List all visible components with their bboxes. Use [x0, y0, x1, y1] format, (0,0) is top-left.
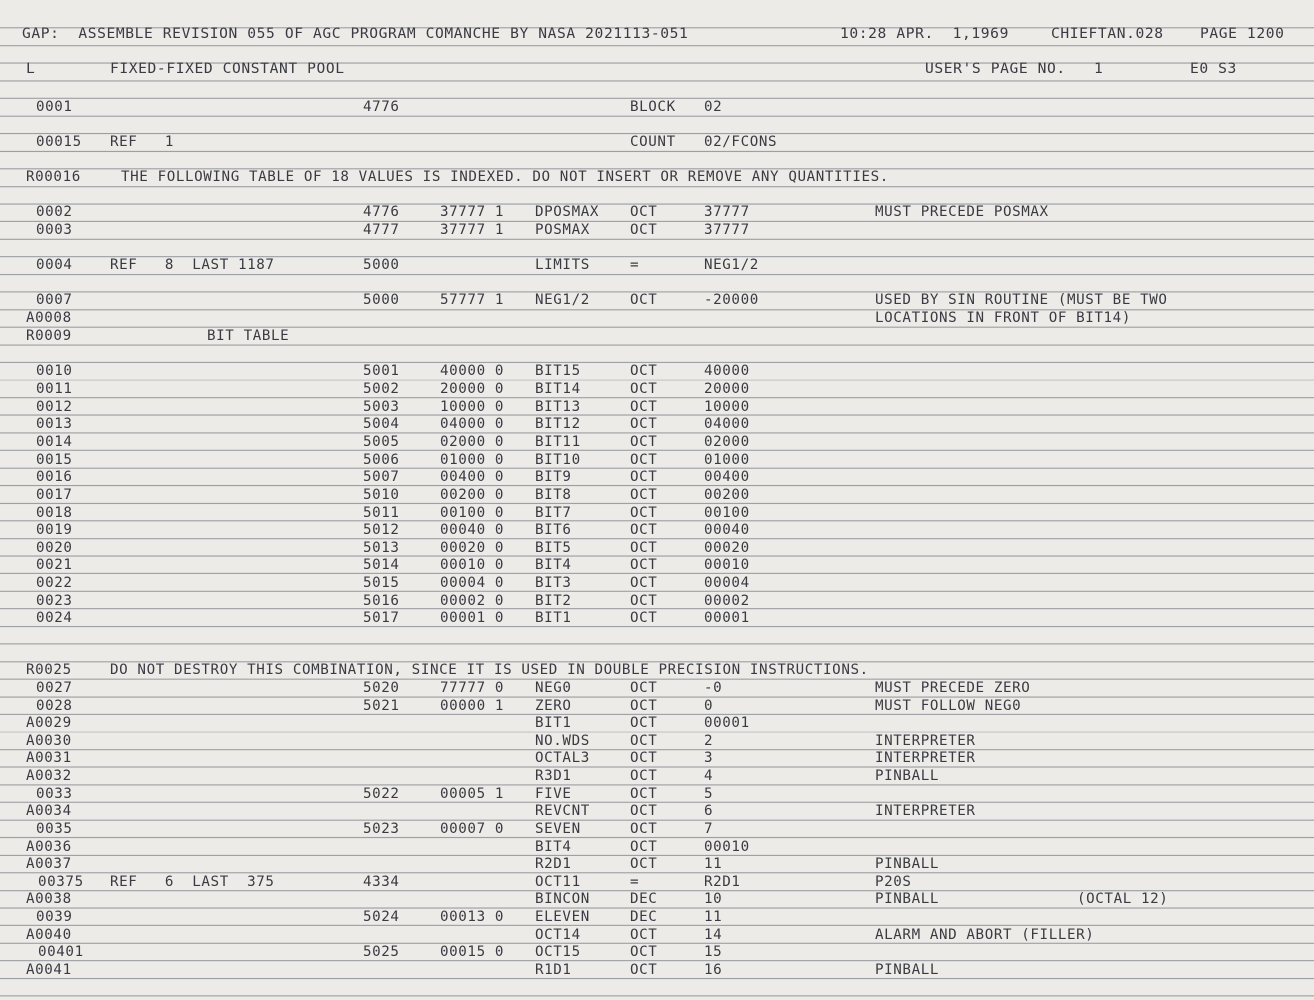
octal-value: 57777 1 — [440, 292, 504, 308]
opcode: OCT — [630, 399, 658, 415]
line-number: 0014 — [36, 434, 73, 450]
location: 5003 — [363, 399, 400, 415]
line-number: 0016 — [36, 469, 73, 485]
comment: INTERPRETER — [875, 803, 976, 819]
symbol-label: BIT1 — [535, 715, 572, 731]
octal-value: 00001 0 — [440, 610, 504, 626]
opcode: OCT — [630, 944, 658, 960]
symbol-label: NO.WDS — [535, 733, 590, 749]
operand: 00020 — [704, 540, 750, 556]
line-number: 0028 — [36, 698, 73, 714]
listing-row — [0, 168, 1314, 186]
line-number: A0038 — [26, 891, 72, 907]
symbol-label: SEVEN — [535, 821, 581, 837]
listing-row — [0, 521, 1314, 539]
line-number: 0013 — [36, 416, 73, 432]
comment: PINBALL — [875, 856, 939, 872]
location: 5022 — [363, 786, 400, 802]
comment: MUST PRECEDE POSMAX — [875, 204, 1049, 220]
comment: MUST FOLLOW NEG0 — [875, 698, 1022, 714]
line-number: 0033 — [36, 786, 73, 802]
octal-value: 00100 0 — [440, 505, 504, 521]
opcode: OCT — [630, 839, 658, 855]
line-number: 0007 — [36, 292, 73, 308]
symbol-label: BIT10 — [535, 452, 581, 468]
location: 4776 — [363, 99, 400, 115]
symbol-label: BIT4 — [535, 839, 572, 855]
listing-row — [0, 574, 1314, 592]
line-number: A0029 — [26, 715, 72, 731]
comment: PINBALL — [875, 962, 939, 978]
octal-value: 00015 0 — [440, 944, 504, 960]
symbol-label: BIT2 — [535, 593, 572, 609]
listing-row — [0, 362, 1314, 380]
listing-row — [0, 855, 1314, 873]
listing-row — [0, 785, 1314, 803]
line-number: A0032 — [26, 768, 72, 784]
listing-row — [0, 256, 1314, 274]
opcode: OCT — [630, 768, 658, 784]
operand: 02000 — [704, 434, 750, 450]
symbol-label: BIT4 — [535, 557, 572, 573]
listing-row — [0, 398, 1314, 416]
line-number: A0037 — [26, 856, 72, 872]
operand: 00040 — [704, 522, 750, 538]
listing-row — [0, 908, 1314, 926]
line-number: 0027 — [36, 680, 73, 696]
operand: 00004 — [704, 575, 750, 591]
octal-value: 02000 0 — [440, 434, 504, 450]
opcode: COUNT — [630, 134, 676, 150]
opcode: OCT — [630, 786, 658, 802]
operand: 10 — [704, 891, 723, 907]
listing-row — [0, 504, 1314, 522]
line-number: 0001 — [36, 99, 73, 115]
octal-value: 40000 0 — [440, 363, 504, 379]
location: 5001 — [363, 363, 400, 379]
header-time: 10:28 APR. 1,1969 — [840, 25, 1009, 42]
operand: 40000 — [704, 363, 750, 379]
location: 5007 — [363, 469, 400, 485]
octal-value: 10000 0 — [440, 399, 504, 415]
operand: 16 — [704, 962, 723, 978]
comment: INTERPRETER — [875, 733, 976, 749]
operand: 02 — [704, 99, 723, 115]
operand: -0 — [704, 680, 723, 696]
symbol-label: R1D1 — [535, 962, 572, 978]
subheader-title: FIXED-FIXED CONSTANT POOL — [110, 60, 345, 77]
symbol-label: BIT3 — [535, 575, 572, 591]
octal-value: 00020 0 — [440, 540, 504, 556]
opcode: DEC — [630, 909, 658, 925]
opcode: OCT — [630, 381, 658, 397]
operand: 37777 — [704, 204, 750, 220]
listing-row — [0, 838, 1314, 856]
listing-row — [0, 592, 1314, 610]
opcode: OCT — [630, 557, 658, 573]
operand: NEG1/2 — [704, 257, 759, 273]
line-number: A0031 — [26, 750, 72, 766]
line-number: 0019 — [36, 522, 73, 538]
symbol-label: BIT1 — [535, 610, 572, 626]
symbol-label: NEG1/2 — [535, 292, 590, 308]
symbol-label: DPOSMAX — [535, 204, 599, 220]
operand: 00001 — [704, 715, 750, 731]
symbol-label: BIT5 — [535, 540, 572, 556]
symbol-label: ELEVEN — [535, 909, 590, 925]
line-number: A0040 — [26, 927, 72, 943]
listing-row — [0, 291, 1314, 309]
line-number: 0039 — [36, 909, 73, 925]
listing-row — [0, 890, 1314, 908]
opcode: OCT — [630, 733, 658, 749]
location: 5012 — [363, 522, 400, 538]
location: 4777 — [363, 222, 400, 238]
line-number: 0017 — [36, 487, 73, 503]
opcode: BLOCK — [630, 99, 676, 115]
location: 5024 — [363, 909, 400, 925]
symbol-label: BIT14 — [535, 381, 581, 397]
symbol-label: BIT8 — [535, 487, 572, 503]
location: 5021 — [363, 698, 400, 714]
listing-row — [0, 873, 1314, 891]
listing-row — [0, 802, 1314, 820]
octal-value: 00400 0 — [440, 469, 504, 485]
location: 5004 — [363, 416, 400, 432]
listing-row — [0, 486, 1314, 504]
listing-row — [0, 697, 1314, 715]
opcode: OCT — [630, 434, 658, 450]
operand: 2 — [704, 733, 714, 749]
opcode: OCT — [630, 363, 658, 379]
line-number: A0034 — [26, 803, 72, 819]
opcode: OCT — [630, 416, 658, 432]
line-number: A0036 — [26, 839, 72, 855]
listing-row — [0, 539, 1314, 557]
listing-row — [0, 926, 1314, 944]
line-number: 00401 — [38, 944, 84, 960]
listing-row — [0, 309, 1314, 327]
symbol-label: R3D1 — [535, 768, 572, 784]
comment: INTERPRETER — [875, 750, 976, 766]
location: 5020 — [363, 680, 400, 696]
octal-value: 20000 0 — [440, 381, 504, 397]
line-number: 0015 — [36, 452, 73, 468]
listing-row — [0, 679, 1314, 697]
line-number: 0011 — [36, 381, 73, 397]
symbol-label: OCT14 — [535, 927, 581, 943]
subheader-user-page: USER'S PAGE NO. 1 — [925, 60, 1104, 77]
listing-row — [0, 98, 1314, 116]
subheader-code: E0 S3 — [1190, 60, 1237, 77]
location: 5010 — [363, 487, 400, 503]
header-page: PAGE 1200 — [1200, 25, 1285, 42]
opcode: OCT — [630, 803, 658, 819]
operand: 4 — [704, 768, 714, 784]
page-subheader — [0, 60, 1314, 78]
symbol-label: NEG0 — [535, 680, 572, 696]
opcode: OCT — [630, 715, 658, 731]
opcode: OCT — [630, 927, 658, 943]
opcode: OCT — [630, 750, 658, 766]
listing-row — [0, 661, 1314, 679]
opcode: OCT — [630, 204, 658, 220]
line-number: A0041 — [26, 962, 72, 978]
operand: 10000 — [704, 399, 750, 415]
line-number: 0018 — [36, 505, 73, 521]
line-number: 0021 — [36, 557, 73, 573]
opcode: OCT — [630, 575, 658, 591]
location: 5016 — [363, 593, 400, 609]
listing-row — [0, 133, 1314, 151]
line-number: A0030 — [26, 733, 72, 749]
line-number: 0024 — [36, 610, 73, 626]
symbol-label: ZERO — [535, 698, 572, 714]
opcode: OCT — [630, 522, 658, 538]
opcode: OCT — [630, 487, 658, 503]
octal-value: 37777 1 — [440, 222, 504, 238]
line-number: 00375 — [38, 874, 84, 890]
page-header — [0, 25, 1314, 43]
line-number: 0023 — [36, 593, 73, 609]
opcode: OCT — [630, 469, 658, 485]
operand: 20000 — [704, 381, 750, 397]
location: 5011 — [363, 505, 400, 521]
opcode: OCT — [630, 856, 658, 872]
symbol-label: OCTAL3 — [535, 750, 590, 766]
listing-row — [0, 609, 1314, 627]
opcode: OCT — [630, 292, 658, 308]
symbol-label: BIT13 — [535, 399, 581, 415]
line-number: 00015 — [36, 134, 82, 150]
operand: 00200 — [704, 487, 750, 503]
symbol-label: BIT6 — [535, 522, 572, 538]
comment: USED BY SIN ROUTINE (MUST BE TWO — [875, 292, 1168, 308]
location: 5005 — [363, 434, 400, 450]
symbol-label: REVCNT — [535, 803, 590, 819]
listing-row — [0, 943, 1314, 961]
listing-row — [0, 961, 1314, 979]
line-number: R0009 — [26, 328, 72, 344]
ref-info: REF 1 — [110, 134, 174, 150]
opcode: OCT — [630, 452, 658, 468]
operand: 11 — [704, 909, 723, 925]
header-title: GAP: ASSEMBLE REVISION 055 OF AGC PROGRAM COMANCHE BY NASA 2021113-051 — [22, 25, 689, 42]
operand: R2D1 — [704, 874, 741, 890]
operand: 01000 — [704, 452, 750, 468]
location: 4776 — [363, 204, 400, 220]
note-text: THE FOLLOWING TABLE OF 18 VALUES IS INDEXED. DO NOT INSERT OR REMOVE ANY QUANTITIES. — [121, 169, 889, 185]
listing-row — [0, 433, 1314, 451]
opcode: OCT — [630, 821, 658, 837]
symbol-label: OCT15 — [535, 944, 581, 960]
operand: 02/FCONS — [704, 134, 778, 150]
octal-value: 00013 0 — [440, 909, 504, 925]
listing-row — [0, 221, 1314, 239]
listing-row — [0, 820, 1314, 838]
operand: 7 — [704, 821, 714, 837]
listing-row — [0, 380, 1314, 398]
octal-value: 04000 0 — [440, 416, 504, 432]
location: 5015 — [363, 575, 400, 591]
listing-row — [0, 327, 1314, 345]
comment: MUST PRECEDE ZERO — [875, 680, 1031, 696]
octal-value: 00004 0 — [440, 575, 504, 591]
line-number: 0002 — [36, 204, 73, 220]
opcode: OCT — [630, 593, 658, 609]
location: 5000 — [363, 292, 400, 308]
comment: ALARM AND ABORT (FILLER) — [875, 927, 1095, 943]
octal-value: 00002 0 — [440, 593, 504, 609]
ref-info: REF 8 LAST 1187 — [110, 257, 275, 273]
comment: PINBALL — [875, 768, 939, 784]
listing-row — [0, 556, 1314, 574]
operand: 6 — [704, 803, 714, 819]
opcode: OCT — [630, 610, 658, 626]
comment: PINBALL — [875, 891, 939, 907]
symbol-label: BINCON — [535, 891, 590, 907]
opcode: OCT — [630, 680, 658, 696]
location: 5000 — [363, 257, 400, 273]
note-text: DO NOT DESTROY THIS COMBINATION, SINCE IT IS USED IN DOUBLE PRECISION INSTRUCTIONS. — [110, 662, 869, 678]
symbol-label: BIT9 — [535, 469, 572, 485]
line-number: 0022 — [36, 575, 73, 591]
symbol-label: BIT15 — [535, 363, 581, 379]
header-job: CHIEFTAN.028 — [1051, 25, 1164, 42]
operand: 00100 — [704, 505, 750, 521]
opcode: OCT — [630, 505, 658, 521]
symbol-label: LIMITS — [535, 257, 590, 273]
listing-row — [0, 468, 1314, 486]
operand: 00001 — [704, 610, 750, 626]
location: 4334 — [363, 874, 400, 890]
symbol-label: OCT11 — [535, 874, 581, 890]
location: 5025 — [363, 944, 400, 960]
line-number: 0012 — [36, 399, 73, 415]
operand: -20000 — [704, 292, 759, 308]
opcode: = — [630, 874, 640, 890]
location: 5013 — [363, 540, 400, 556]
listing-row — [0, 767, 1314, 785]
listing-row — [0, 732, 1314, 750]
operand: 00010 — [704, 557, 750, 573]
operand: 11 — [704, 856, 723, 872]
listing-row — [0, 415, 1314, 433]
line-number: R0025 — [26, 662, 72, 678]
operand: 00010 — [704, 839, 750, 855]
symbol-label: FIVE — [535, 786, 572, 802]
line-number: 0003 — [36, 222, 73, 238]
symbol-label: BIT12 — [535, 416, 581, 432]
opcode: DEC — [630, 891, 658, 907]
octal-value: 00005 1 — [440, 786, 504, 802]
line-number: R00016 — [26, 169, 81, 185]
octal-value: 01000 0 — [440, 452, 504, 468]
opcode: OCT — [630, 962, 658, 978]
operand: 5 — [704, 786, 714, 802]
comment-extra: (OCTAL 12) — [1077, 891, 1169, 907]
line-number: A0008 — [26, 310, 72, 326]
operand: 37777 — [704, 222, 750, 238]
opcode: OCT — [630, 698, 658, 714]
octal-value: 77777 0 — [440, 680, 504, 696]
listing-row — [0, 714, 1314, 732]
location: 5023 — [363, 821, 400, 837]
octal-value: 00000 1 — [440, 698, 504, 714]
octal-value: 00040 0 — [440, 522, 504, 538]
location: 5017 — [363, 610, 400, 626]
opcode: OCT — [630, 540, 658, 556]
symbol-label: BIT11 — [535, 434, 581, 450]
listing-row — [0, 749, 1314, 767]
line-number: 0010 — [36, 363, 73, 379]
location: 5014 — [363, 557, 400, 573]
symbol-label: R2D1 — [535, 856, 572, 872]
listing-row — [0, 451, 1314, 469]
opcode: OCT — [630, 222, 658, 238]
octal-value: 37777 1 — [440, 204, 504, 220]
comment: P20S — [875, 874, 912, 890]
listing-row — [0, 203, 1314, 221]
octal-value: 00010 0 — [440, 557, 504, 573]
octal-value: 00007 0 — [440, 821, 504, 837]
operand: 00002 — [704, 593, 750, 609]
operand: 14 — [704, 927, 723, 943]
line-number: 0020 — [36, 540, 73, 556]
location: 5006 — [363, 452, 400, 468]
symbol-label: BIT7 — [535, 505, 572, 521]
operand: 04000 — [704, 416, 750, 432]
line-number: 0004 — [36, 257, 73, 273]
comment: LOCATIONS IN FRONT OF BIT14) — [875, 310, 1131, 326]
line-number: 0035 — [36, 821, 73, 837]
opcode: = — [630, 257, 640, 273]
operand: 3 — [704, 750, 714, 766]
subheader-type: L — [26, 60, 36, 77]
operand: 00400 — [704, 469, 750, 485]
operand: 15 — [704, 944, 723, 960]
section-title: BIT TABLE — [207, 328, 290, 344]
symbol-label: POSMAX — [535, 222, 590, 238]
ref-info: REF 6 LAST 375 — [110, 874, 275, 890]
octal-value: 00200 0 — [440, 487, 504, 503]
location: 5002 — [363, 381, 400, 397]
operand: 0 — [704, 698, 714, 714]
